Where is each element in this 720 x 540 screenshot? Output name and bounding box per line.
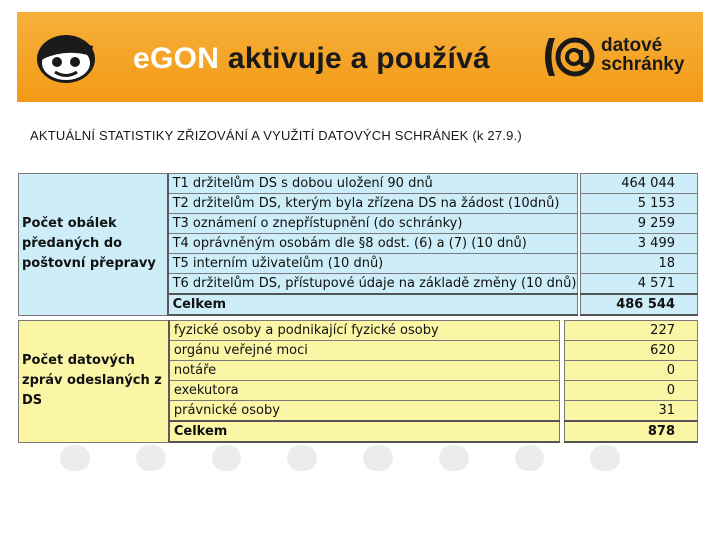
- table-row-value: 3 499: [581, 234, 698, 254]
- table-row-value: 227: [565, 321, 698, 341]
- table-row-value: 464 044: [581, 174, 698, 194]
- page-heading: AKTUÁLNÍ STATISTIKY ZŘIZOVÁNÍ A VYUŽITÍ DATOVÝCH SCHRÁNEK (k 27.9.): [30, 128, 522, 143]
- messages-label: Počet datových zpráv odeslaných z DS: [19, 321, 169, 443]
- table-row-value: 0: [565, 381, 698, 401]
- egon-face-logo-icon: [35, 32, 97, 84]
- messages-table: [18, 320, 698, 443]
- table-row-desc: fyzické osoby a podnikající fyzické osoby: [169, 321, 560, 341]
- faded-background-pattern: [60, 445, 620, 485]
- table-row-value: 0: [565, 361, 698, 381]
- datove-schranky-logo-icon: [545, 34, 595, 80]
- table-row-desc: T3 oznámení o znepřístupnění (do schránky): [168, 214, 577, 234]
- total-value: 486 544: [581, 294, 698, 315]
- table-row-desc: orgánu veřejné moci: [169, 341, 560, 361]
- table-row-desc: T1 držitelům DS s dobou uložení 90 dnů: [168, 174, 577, 194]
- table-row-desc: T4 oprávněným osobám dle §8 odst. (6) a (7) (10 dnů): [168, 234, 577, 254]
- envelopes-label: Počet obálek předaných do poštovní přepravy: [19, 174, 168, 316]
- table-row-value: 9 259: [581, 214, 698, 234]
- table-row-desc: T2 držitelům DS, kterým byla zřízena DS na žádost (10dnů): [168, 194, 577, 214]
- table-row-value: 4 571: [581, 274, 698, 295]
- table-row-value: 31: [565, 401, 698, 422]
- header-banner: [17, 12, 703, 102]
- envelopes-table: [18, 173, 698, 316]
- table-row-desc: T5 interním uživatelům (10 dnů): [168, 254, 577, 274]
- total-label: Celkem: [168, 294, 577, 315]
- table-row-value: 5 153: [581, 194, 698, 214]
- table-row-desc: právnické osoby: [169, 401, 560, 422]
- table-row-value: 620: [565, 341, 698, 361]
- total-label: Celkem: [169, 421, 560, 442]
- total-value: 878: [565, 421, 698, 442]
- table-row-desc: T6 držitelům DS, přístupové údaje na základě změny (10 dnů): [168, 274, 577, 295]
- table-row-desc: exekutora: [169, 381, 560, 401]
- table-row-desc: notáře: [169, 361, 560, 381]
- brand-title: eGON aktivuje a používá: [133, 42, 491, 75]
- table-row-value: 18: [581, 254, 698, 274]
- datove-schranky-logo-text: datové schránky: [601, 35, 685, 75]
